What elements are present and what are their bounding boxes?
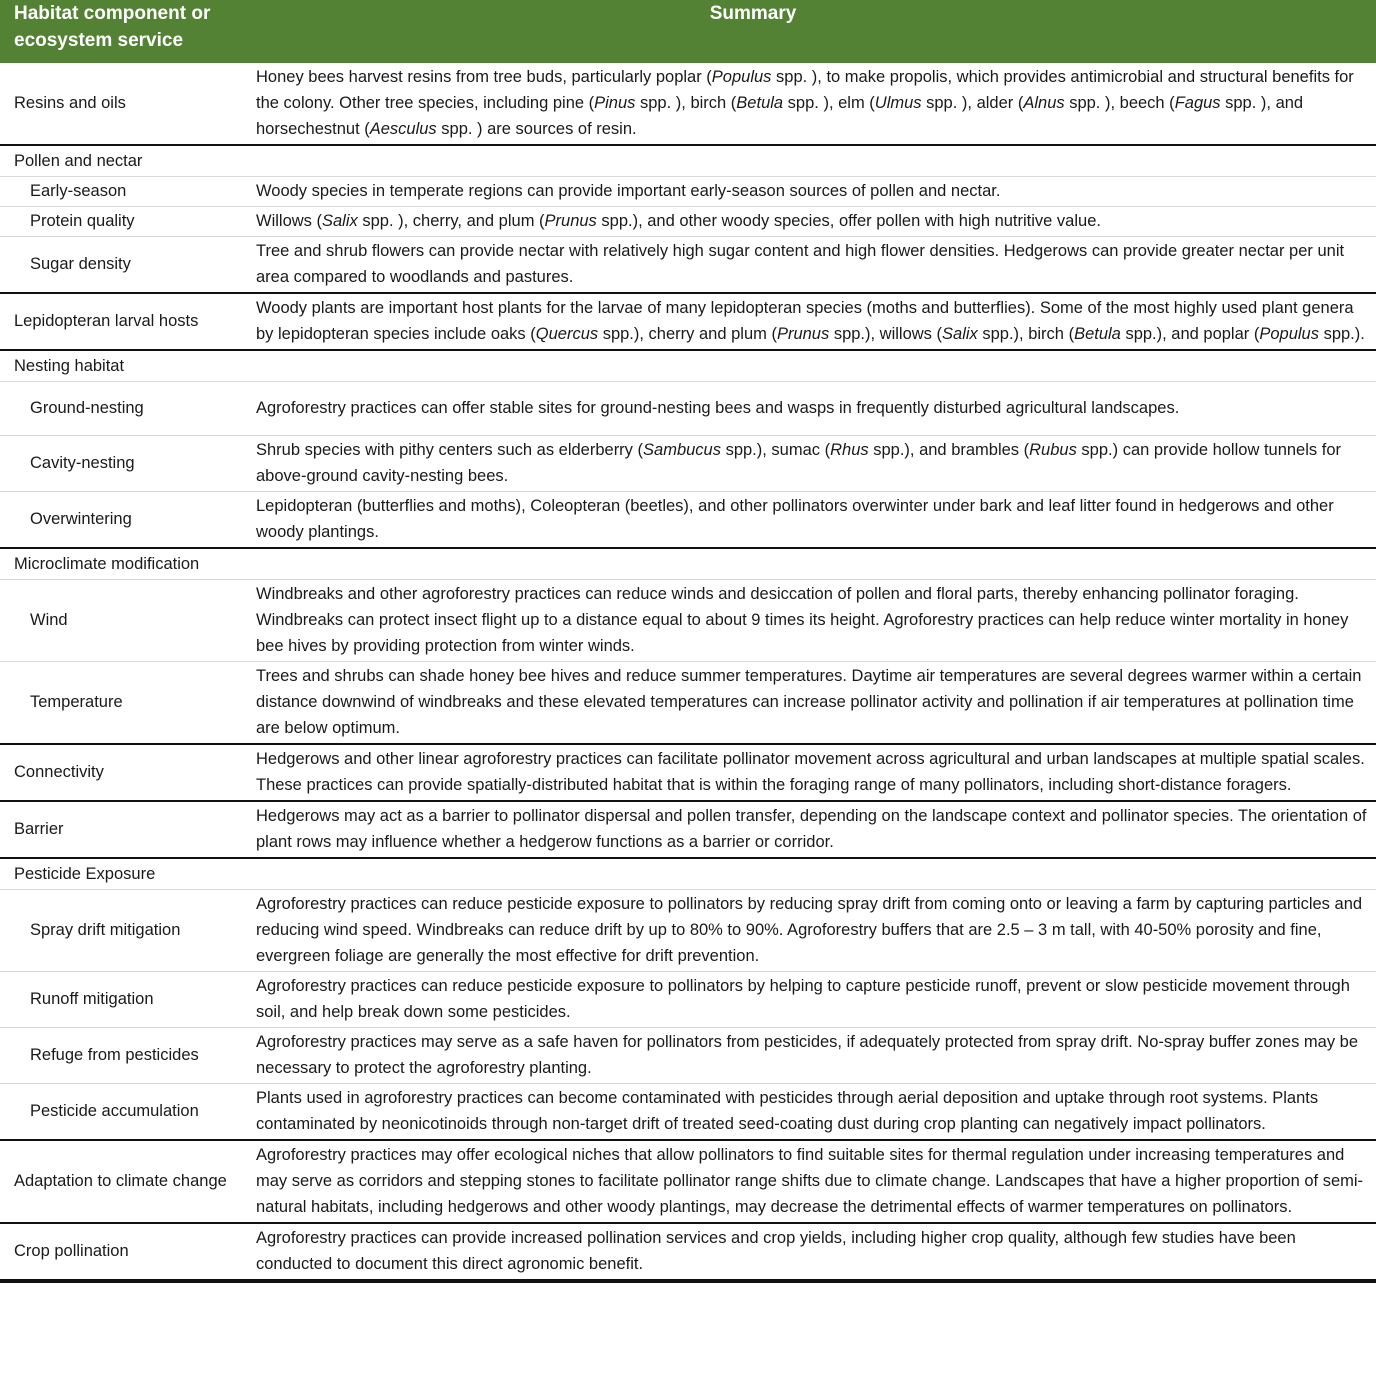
table-row	[0, 492, 1376, 549]
row-component: Refuge from pesticides	[0, 1028, 250, 1084]
row-component: Adaptation to climate change	[0, 1140, 250, 1223]
row-summary: Lepidopteran (butterflies and moths), Coleopteran (beetles), and other pollinators overwinter under bark and leaf litter found in hedgerows and other woody plantings.	[250, 492, 1376, 549]
row-summary: Tree and shrub flowers can provide nectar with relatively high sugar content and high flower densities. Hedgerows can provide greater nectar per unit area compared to woodlands and pastures.	[250, 237, 1376, 294]
row-summary: Agroforestry practices can provide increased pollination services and crop yields, including higher crop quality, although few studies have been conducted to document this direct agronomic benefit.	[250, 1223, 1376, 1281]
table-row	[0, 744, 1376, 801]
table-row	[0, 580, 1376, 662]
row-component: Lepidopteran larval hosts	[0, 293, 250, 350]
row-summary: Woody species in temperate regions can provide important early-season sources of pollen and nectar.	[250, 177, 1376, 207]
table-row	[0, 177, 1376, 207]
table-row	[0, 436, 1376, 492]
row-summary: Willows (Salix spp. ), cherry, and plum (Prunus spp.), and other woody species, offer pollen with high nutritive value.	[250, 207, 1376, 237]
row-summary: Agroforestry practices can reduce pesticide exposure to pollinators by helping to capture pesticide runoff, prevent or slow pesticide movement through soil, and help break down some pesticides.	[250, 972, 1376, 1028]
table-row	[0, 662, 1376, 745]
row-component: Connectivity	[0, 744, 250, 801]
row-summary: Shrub species with pithy centers such as elderberry (Sambucus spp.), sumac (Rhus spp.), and brambles (Rubus spp.) can provide hollow tunnels for above-ground cavity-nesting bees.	[250, 436, 1376, 492]
row-summary: Agroforestry practices can offer stable sites for ground-nesting bees and wasps in frequently disturbed agricultural landscapes.	[250, 382, 1376, 436]
row-summary: Honey bees harvest resins from tree buds, particularly poplar (Populus spp. ), to make propolis, which provides antimicrobial and structural benefits for the colony. Other tree species, including pine (Pinus spp. ), birch (Betula spp. ), elm (Ulmus spp. ), alder (Alnus spp. ), beech (Fagus spp. ), and horsechestnut (Aesculus spp. ) are sources of resin.	[256, 68, 1354, 138]
row-component: Resins and oils	[14, 94, 126, 112]
row-summary: Agroforestry practices may offer ecological niches that allow pollinators to find suitable sites for thermal regulation under increasing temperatures and may serve as corridors and stepping stones to facilitate pollinator range shifts due to climate change. Landscapes that have a higher proportion of semi-natural habitats, including hedgerows and other woody plantings, may decrease the detrimental effects of warmer temperatures on pollinators.	[250, 1140, 1376, 1223]
group-heading: Microclimate modification	[0, 548, 250, 580]
table-row	[0, 293, 1376, 350]
row-summary: Trees and shrubs can shade honey bee hives and reduce summer temperatures. Daytime air temperatures are several degrees warmer within a certain distance downwind of windbreaks and these elevated temperatures can increase pollinator activity and pollination if air temperatures at pollination time are below optimum.	[250, 662, 1376, 745]
row-component: Sugar density	[0, 237, 250, 294]
row-summary: Agroforestry practices can reduce pesticide exposure to pollinators by reducing spray drift from coming onto or leaving a farm by capturing particles and reducing wind speed. Windbreaks can reduce drift by up to 80% to 90%. Agroforestry buffers that are 2.5 – 3 m tall, with 40-50% porosity and fine, evergreen foliage are generally the most effective for drift prevention.	[250, 890, 1376, 972]
row-component: Cavity-nesting	[0, 436, 250, 492]
table-row-group	[0, 145, 1376, 177]
row-summary: Windbreaks and other agroforestry practices can reduce winds and desiccation of pollen and floral parts, thereby enhancing pollinator foraging. Windbreaks can protect insect flight up to a distance equal to about 9 times its height. Agroforestry practices can help reduce winter mortality in honey bee hives by providing protection from winter winds.	[250, 580, 1376, 662]
row-component: Runoff mitigation	[0, 972, 250, 1028]
row-summary: Plants used in agroforestry practices can become contaminated with pesticides through aerial deposition and uptake through root systems. Plants contaminated by neonicotinoids through non-target drift of treated seed-coating dust during crop planting can negatively impact pollinators.	[250, 1084, 1376, 1141]
table-row-group	[0, 548, 1376, 580]
row-component: Early-season	[0, 177, 250, 207]
row-summary	[250, 350, 1376, 382]
row-summary	[250, 145, 1376, 177]
row-component: Overwintering	[0, 492, 250, 549]
row-component: Ground-nesting	[0, 382, 250, 436]
table-row	[0, 382, 1376, 436]
group-heading: Pollen and nectar	[0, 145, 250, 177]
row-summary	[250, 858, 1376, 890]
row-component: Pesticide accumulation	[0, 1084, 250, 1141]
row-summary: Hedgerows may act as a barrier to pollinator dispersal and pollen transfer, depending on the landscape context and pollinator species. The orientation of plant rows may influence whether a hedgerow functions as a barrier or corridor.	[250, 801, 1376, 858]
row-summary: Hedgerows and other linear agroforestry practices can facilitate pollinator movement across agricultural and urban landscapes at multiple spatial scales. These practices can provide spatially-distributed habitat that is within the foraging range of many pollinators, including short-distance foragers.	[250, 744, 1376, 801]
group-heading: Nesting habitat	[0, 350, 250, 382]
table-row	[0, 1028, 1376, 1084]
table-row	[0, 1140, 1376, 1223]
row-summary: Agroforestry practices may serve as a safe haven for pollinators from pesticides, if adequately protected from spray drift. No-spray buffer zones may be necessary to protect the agroforestry planting.	[250, 1028, 1376, 1084]
header-summary: Summary	[709, 3, 797, 24]
table-row	[0, 890, 1376, 972]
row-component: Crop pollination	[0, 1223, 250, 1281]
row-component: Barrier	[0, 801, 250, 858]
table-row	[0, 237, 1376, 294]
table-row	[0, 63, 1376, 145]
table-row	[0, 801, 1376, 858]
row-component: Temperature	[0, 662, 250, 745]
table-row-group	[0, 858, 1376, 890]
row-component: Protein quality	[0, 207, 250, 237]
row-summary	[250, 548, 1376, 580]
table-row-group	[0, 350, 1376, 382]
row-component: Wind	[0, 580, 250, 662]
table-row	[0, 207, 1376, 237]
row-summary: Woody plants are important host plants for the larvae of many lepidopteran species (moths and butterflies). Some of the most highly used plant genera by lepidopteran species include oaks (Quercus spp.), cherry and plum (Prunus spp.), willows (Salix spp.), birch (Betula spp.), and poplar (Populus spp.).	[250, 293, 1376, 350]
table-row	[0, 972, 1376, 1028]
row-component: Spray drift mitigation	[0, 890, 250, 972]
table-row	[0, 1084, 1376, 1141]
group-heading: Pesticide Exposure	[0, 858, 250, 890]
table-row	[0, 1223, 1376, 1281]
table-header-row	[0, 0, 1376, 63]
header-component: Habitat component or ecosystem service	[14, 3, 211, 51]
